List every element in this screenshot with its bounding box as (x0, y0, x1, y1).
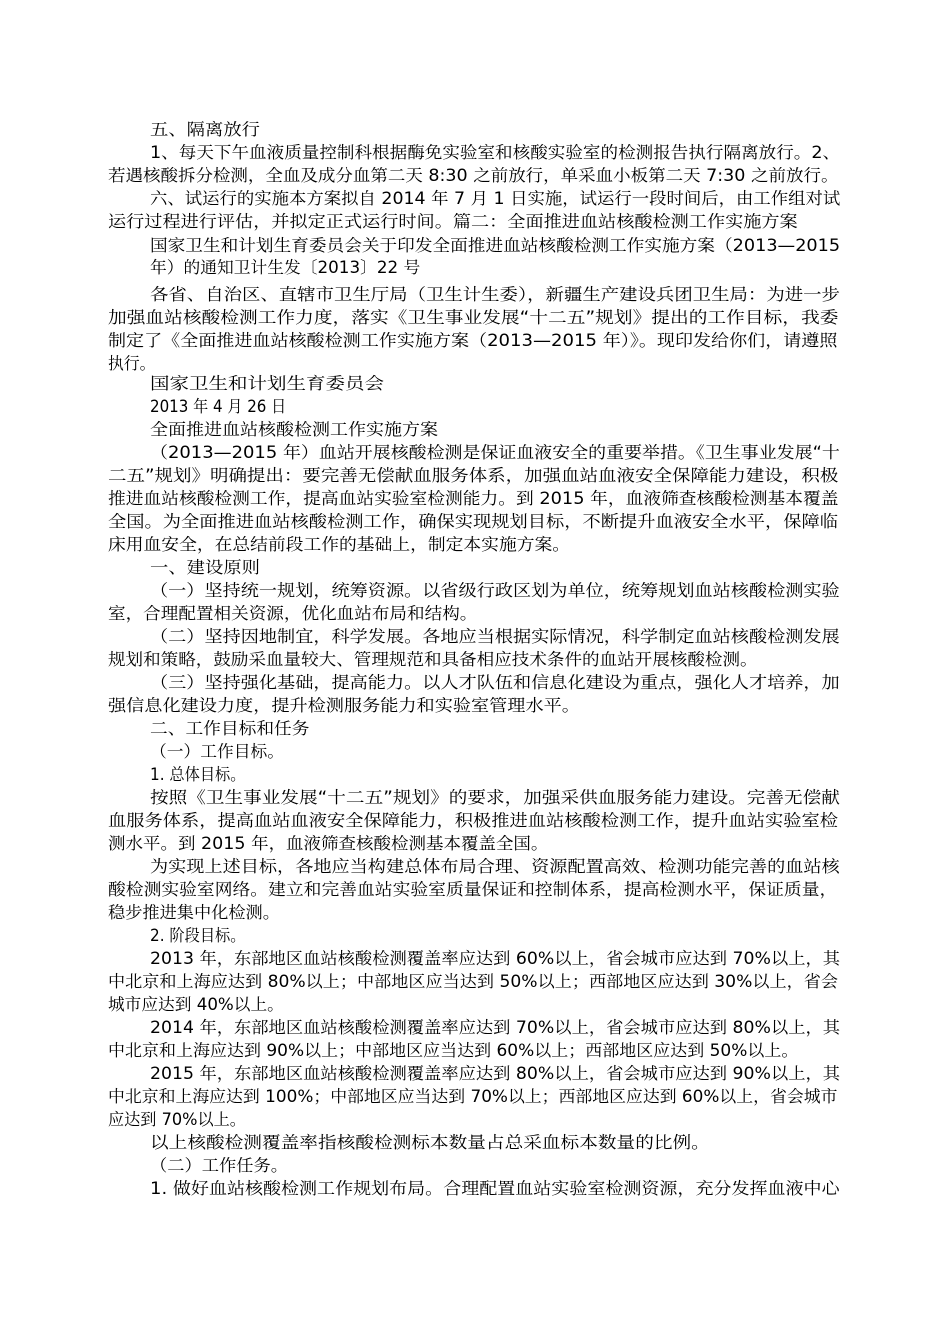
text-line: （2013—2015 年）血站开展核酸检测是保证血液安全的重要举措。《卫生事业发展“十 (150, 443, 840, 462)
text-line: 2. 阶段目标。 (150, 926, 246, 945)
text-line: 全国。为全面推进血站核酸检测工作，确保实现规划目标，不断提升血液安全水平，保障临 (108, 512, 838, 531)
text-line: 国家卫生和计划生育委员会 (150, 374, 385, 393)
text-line: 2014 年，东部地区血站核酸检测覆盖率应达到 70%以上，省会城市应达到 80%以上，其 (150, 1018, 841, 1037)
text-line: 1. 总体目标。 (150, 765, 246, 784)
text-line: 一、建设原则 (150, 558, 260, 577)
text-line: 1. 做好血站核酸检测工作规划布局。合理配置血站实验室检测资源，充分发挥血液中心 (150, 1179, 840, 1198)
text-line: 血服务体系，提高血站血液安全保障能力，积极推进血站核酸检测工作，提升血站实验室检 (108, 811, 838, 830)
text-line: 1、每天下午血液质量控制科根据酶免实验室和核酸实验室的检测报告执行隔离放行。2、 (150, 143, 841, 162)
text-line: 各省、自治区、直辖市卫生厅局（卫生计生委），新疆生产建设兵团卫生局：为进一步 (150, 285, 840, 304)
text-line: 稳步推进集中化检测。 (108, 903, 280, 922)
text-line: 加强血站核酸检测工作力度，落实《卫生事业发展“十二五”规划》提出的工作目标，我委 (108, 308, 839, 327)
text-line: 二五”规划》明确提出：要完善无偿献血服务体系，加强血站血液安全保障能力建设，积极 (108, 466, 839, 485)
text-line: 按照《卫生事业发展“十二五”规划》的要求，加强采供血服务能力建设。完善无偿献 (150, 788, 840, 807)
text-line: 室，合理配置相关资源，优化血站布局和结构。 (108, 604, 478, 623)
text-line: 强信息化建设力度，提升检测服务能力和实验室管理水平。 (108, 696, 580, 715)
text-line: 年）的通知卫计生发〔2013〕22 号 (150, 258, 421, 277)
text-line: 2015 年，东部地区血站核酸检测覆盖率应达到 80%以上，省会城市应达到 90%以上，其 (150, 1064, 841, 1083)
text-line: 应达到 70%以上。 (108, 1110, 246, 1129)
text-line: （二）工作任务。 (150, 1156, 288, 1175)
text-line: 推进血站核酸检测工作，提高血站实验室检测能力。到 2015 年，血液筛查核酸检测基本覆盖 (108, 489, 839, 508)
text-line: （一）坚持统一规划，统筹资源。以省级行政区划为单位，统筹规划血站核酸检测实验 (150, 581, 840, 600)
text-line: （二）坚持因地制宜，科学发展。各地应当根据实际情况，科学制定血站核酸检测发展 (150, 627, 840, 646)
text-line: 中北京和上海应达到 80%以上；中部地区应当达到 50%以上；西部地区应达到 30%以上，省会 (108, 972, 838, 991)
text-line: 制定了《全面推进血站核酸检测工作实施方案（2013—2015 年）》。现印发给你们，请遵照 (108, 331, 838, 350)
text-line: 测水平。到 2015 年，血液筛查核酸检测基本覆盖全国。 (108, 834, 549, 853)
text-line: 全面推进血站核酸检测工作实施方案 (150, 420, 439, 439)
text-line: 中北京和上海应达到 100%；中部地区应当达到 70%以上；西部地区应达到 60%以上，省会城市 (108, 1087, 838, 1106)
text-line: 以上核酸检测覆盖率指核酸检测标本数量占总采血标本数量的比例。 (150, 1133, 710, 1152)
text-line: 执行。 (108, 354, 156, 373)
text-line: 五、隔离放行 (150, 120, 260, 139)
text-line: 运行过程进行评估，并拟定正式运行时间。篇二：全面推进血站核酸检测工作实施方案 (108, 212, 798, 231)
text-line: 床用血安全，在总结前段工作的基础上，制定本实施方案。 (108, 535, 571, 554)
text-line: 国家卫生和计划生育委员会关于印发全面推进血站核酸检测工作实施方案（2013—2015 (150, 236, 841, 255)
text-line: 二、工作目标和任务 (150, 719, 310, 738)
text-line: 2013 年 4 月 26 日 (150, 397, 287, 416)
text-line: 2013 年，东部地区血站核酸检测覆盖率应达到 60%以上，省会城市应达到 70%以上，其 (150, 949, 841, 968)
text-line: （一）工作目标。 (150, 742, 284, 761)
text-line: 为实现上述目标，各地应当构建总体布局合理、资源配置高效、检测功能完善的血站核 (150, 857, 840, 876)
text-line: 规划和策略，鼓励采血量较大、管理规范和具备相应技术条件的血站开展核酸检测。 (108, 650, 758, 669)
text-line: 六、试运行的实施本方案拟自 2014 年 7 月 1 日实施，试运行一段时间后，由工作组对试 (150, 189, 841, 208)
text-line: 若遇核酸拆分检测，全血及成分血第二天 8:30 之前放行，单采血小板第二天 7:30 之前放行。 (108, 166, 839, 185)
text-line: 酸检测实验室网络。建立和完善血站实验室质量保证和控制体系，提高检测水平，保证质量， (108, 880, 838, 899)
text-line: 城市应达到 40%以上。 (108, 995, 284, 1014)
text-line: 中北京和上海应达到 90%以上；中部地区应当达到 60%以上；西部地区应达到 50%以上。 (108, 1041, 799, 1060)
text-line: （三）坚持强化基础，提高能力。以人才队伍和信息化建设为重点，强化人才培养，加 (150, 673, 840, 692)
